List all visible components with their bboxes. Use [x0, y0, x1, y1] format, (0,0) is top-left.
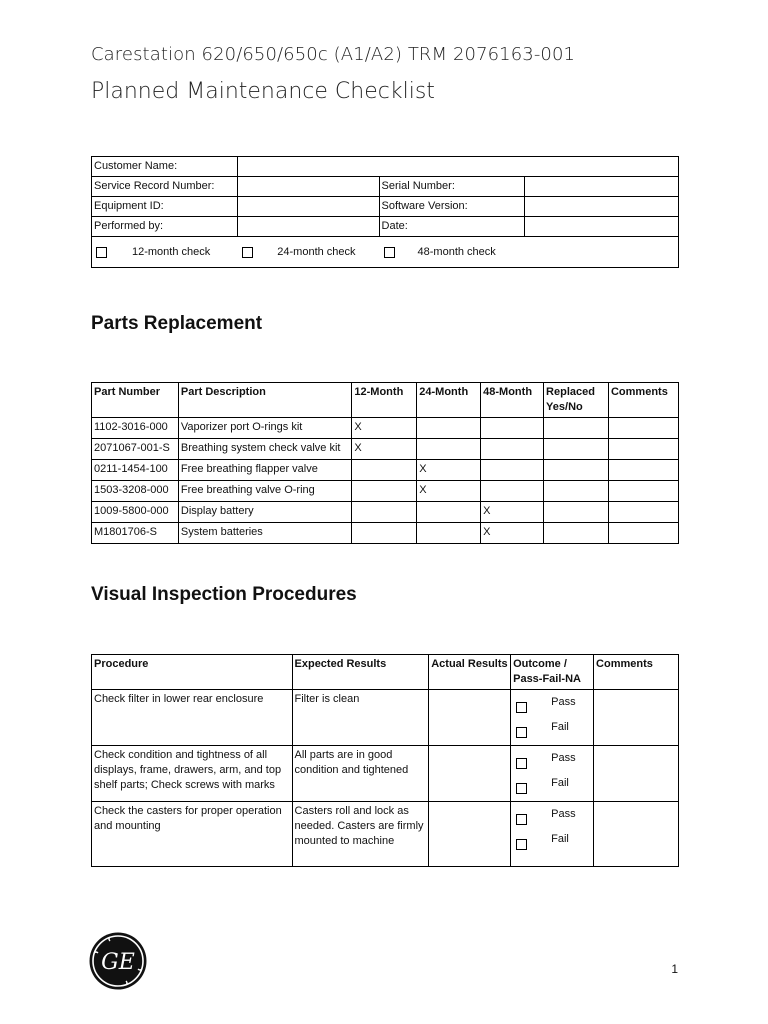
fail-option: [513, 717, 591, 742]
procedure-cell: Check the casters for proper operation and mounting: [92, 802, 293, 867]
software-version-label: Software Version:: [379, 197, 525, 217]
expected-results-cell: All parts are in good condition and tightened: [292, 746, 429, 802]
48-month-cell: [481, 439, 544, 460]
outcome-cell: [511, 746, 594, 802]
part-number-cell: M1801706-S: [92, 523, 179, 544]
table-header-row: [92, 655, 679, 690]
fail-label: Fail: [551, 721, 569, 733]
table-row: [92, 523, 679, 544]
table-row: [92, 690, 679, 746]
column-header: 24-Month: [417, 383, 481, 418]
outcome-cell: [511, 690, 594, 746]
table-row: [92, 502, 679, 523]
comments-cell[interactable]: [594, 690, 679, 746]
comments-cell[interactable]: [608, 481, 678, 502]
comments-cell[interactable]: [608, 502, 678, 523]
12-month-checkbox[interactable]: [96, 247, 107, 258]
table-row: [92, 481, 679, 502]
replaced-cell[interactable]: [544, 460, 609, 481]
24-month-cell: X: [417, 460, 481, 481]
24-month-cell: [417, 439, 481, 460]
48-month-checkbox[interactable]: [384, 247, 395, 258]
column-header: Replaced Yes/No: [544, 383, 609, 418]
pass-checkbox[interactable]: [516, 702, 527, 713]
column-header: Part Description: [178, 383, 352, 418]
part-description-cell: Display battery: [178, 502, 352, 523]
fail-label: Fail: [551, 777, 569, 789]
48-month-cell: X: [481, 523, 544, 544]
expected-results-cell: Filter is clean: [292, 690, 429, 746]
column-header: Procedure: [92, 655, 293, 690]
24-month-cell: [417, 523, 481, 544]
12-month-cell: X: [352, 439, 417, 460]
table-row: [92, 197, 679, 217]
48-month-cell: [481, 418, 544, 439]
check-interval-row: [92, 237, 678, 267]
table-row: [92, 217, 679, 237]
replaced-cell[interactable]: [544, 418, 609, 439]
part-number-cell: 1009-5800-000: [92, 502, 179, 523]
customer-name-label: Customer Name:: [92, 157, 238, 177]
fail-checkbox[interactable]: [516, 727, 527, 738]
part-number-cell: 1503-3208-000: [92, 481, 179, 502]
column-header: 12-Month: [352, 383, 417, 418]
visual-inspection-heading: Visual Inspection Procedures: [91, 584, 357, 605]
pass-option: [513, 692, 591, 717]
comments-cell[interactable]: [594, 746, 679, 802]
service-record-label: Service Record Number:: [92, 177, 238, 197]
ge-logo-text: GE: [101, 950, 135, 975]
equipment-id-field[interactable]: [237, 197, 379, 217]
software-version-field[interactable]: [525, 197, 679, 217]
24-month-cell: [417, 502, 481, 523]
12-month-cell: [352, 481, 417, 502]
actual-results-cell[interactable]: [429, 690, 511, 746]
equipment-id-label: Equipment ID:: [92, 197, 238, 217]
customer-name-field[interactable]: [237, 157, 678, 177]
column-header: Actual Results: [429, 655, 511, 690]
part-number-cell: 1102-3016-000: [92, 418, 179, 439]
column-header: Comments: [608, 383, 678, 418]
fail-checkbox[interactable]: [516, 839, 527, 850]
part-number-cell: 2071067-001-S: [92, 439, 179, 460]
part-description-cell: Free breathing valve O-ring: [178, 481, 352, 502]
column-header: Expected Results: [292, 655, 429, 690]
24-month-cell: [417, 418, 481, 439]
comments-cell[interactable]: [608, 439, 678, 460]
date-label: Date:: [379, 217, 525, 237]
replaced-cell[interactable]: [544, 523, 609, 544]
date-field[interactable]: [525, 217, 679, 237]
table-row: [92, 746, 679, 802]
48-month-cell: [481, 460, 544, 481]
column-header: 48-Month: [481, 383, 544, 418]
table-row: [92, 237, 679, 268]
table-row: [92, 802, 679, 867]
fail-option: [513, 829, 591, 854]
actual-results-cell[interactable]: [429, 802, 511, 867]
document-title: Carestation 620/650/650c (A1/A2) TRM 2076163-001: [91, 44, 576, 65]
fail-checkbox[interactable]: [516, 783, 527, 794]
actual-results-cell[interactable]: [429, 746, 511, 802]
comments-cell[interactable]: [608, 460, 678, 481]
12-month-cell: [352, 523, 417, 544]
pass-checkbox[interactable]: [516, 758, 527, 769]
page-number: 1: [671, 962, 678, 976]
24-month-checkbox[interactable]: [242, 247, 253, 258]
check-interval-cell: [92, 237, 679, 268]
document-subtitle: Planned Maintenance Checklist: [91, 79, 435, 104]
table-row: [92, 157, 679, 177]
comments-cell[interactable]: [594, 802, 679, 867]
performed-by-label: Performed by:: [92, 217, 238, 237]
visual-inspection-table: [91, 654, 679, 867]
pass-option: [513, 804, 591, 829]
12-month-cell: [352, 460, 417, 481]
12-month-check-label: 12-month check: [132, 245, 211, 258]
replaced-cell[interactable]: [544, 439, 609, 460]
customer-info-table: [91, 156, 679, 268]
fail-label: Fail: [551, 833, 569, 845]
12-month-cell: X: [352, 418, 417, 439]
outcome-cell: [511, 802, 594, 867]
table-header-row: [92, 383, 679, 418]
ge-logo-icon: [88, 931, 148, 991]
table-row: [92, 177, 679, 197]
48-month-check-label: 48-month check: [417, 245, 496, 258]
part-description-cell: System batteries: [178, 523, 352, 544]
comments-cell[interactable]: [608, 418, 678, 439]
48-month-cell: X: [481, 502, 544, 523]
pass-label: Pass: [551, 696, 576, 708]
replaced-cell[interactable]: [544, 481, 609, 502]
serial-number-label: Serial Number:: [379, 177, 525, 197]
fail-option: [513, 773, 591, 798]
comments-cell[interactable]: [608, 523, 678, 544]
pass-label: Pass: [551, 808, 576, 820]
procedure-cell: Check condition and tightness of all displays, frame, drawers, arm, and top shelf parts; Check screws with marks: [92, 746, 293, 802]
pass-label: Pass: [551, 752, 576, 764]
column-header: Comments: [594, 655, 679, 690]
column-header: Part Number: [92, 383, 179, 418]
part-description-cell: Free breathing flapper valve: [178, 460, 352, 481]
part-number-cell: 0211-1454-100: [92, 460, 179, 481]
table-row: [92, 418, 679, 439]
serial-number-field[interactable]: [525, 177, 679, 197]
table-row: [92, 460, 679, 481]
table-row: [92, 439, 679, 460]
12-month-cell: [352, 502, 417, 523]
parts-replacement-table: [91, 382, 679, 544]
performed-by-field[interactable]: [237, 217, 379, 237]
pass-checkbox[interactable]: [516, 814, 527, 825]
expected-results-cell: Casters roll and lock as needed. Casters are firmly mounted to machine: [292, 802, 429, 867]
part-description-cell: Vaporizer port O-rings kit: [178, 418, 352, 439]
column-header: Outcome / Pass-Fail-NA: [511, 655, 594, 690]
procedure-cell: Check filter in lower rear enclosure: [92, 690, 293, 746]
24-month-cell: X: [417, 481, 481, 502]
pass-option: [513, 748, 591, 773]
service-record-field[interactable]: [237, 177, 379, 197]
replaced-cell[interactable]: [544, 502, 609, 523]
document-header: [91, 44, 575, 104]
48-month-cell: [481, 481, 544, 502]
24-month-check-label: 24-month check: [277, 245, 356, 258]
part-description-cell: Breathing system check valve kit: [178, 439, 352, 460]
parts-replacement-heading: Parts Replacement: [91, 313, 263, 334]
